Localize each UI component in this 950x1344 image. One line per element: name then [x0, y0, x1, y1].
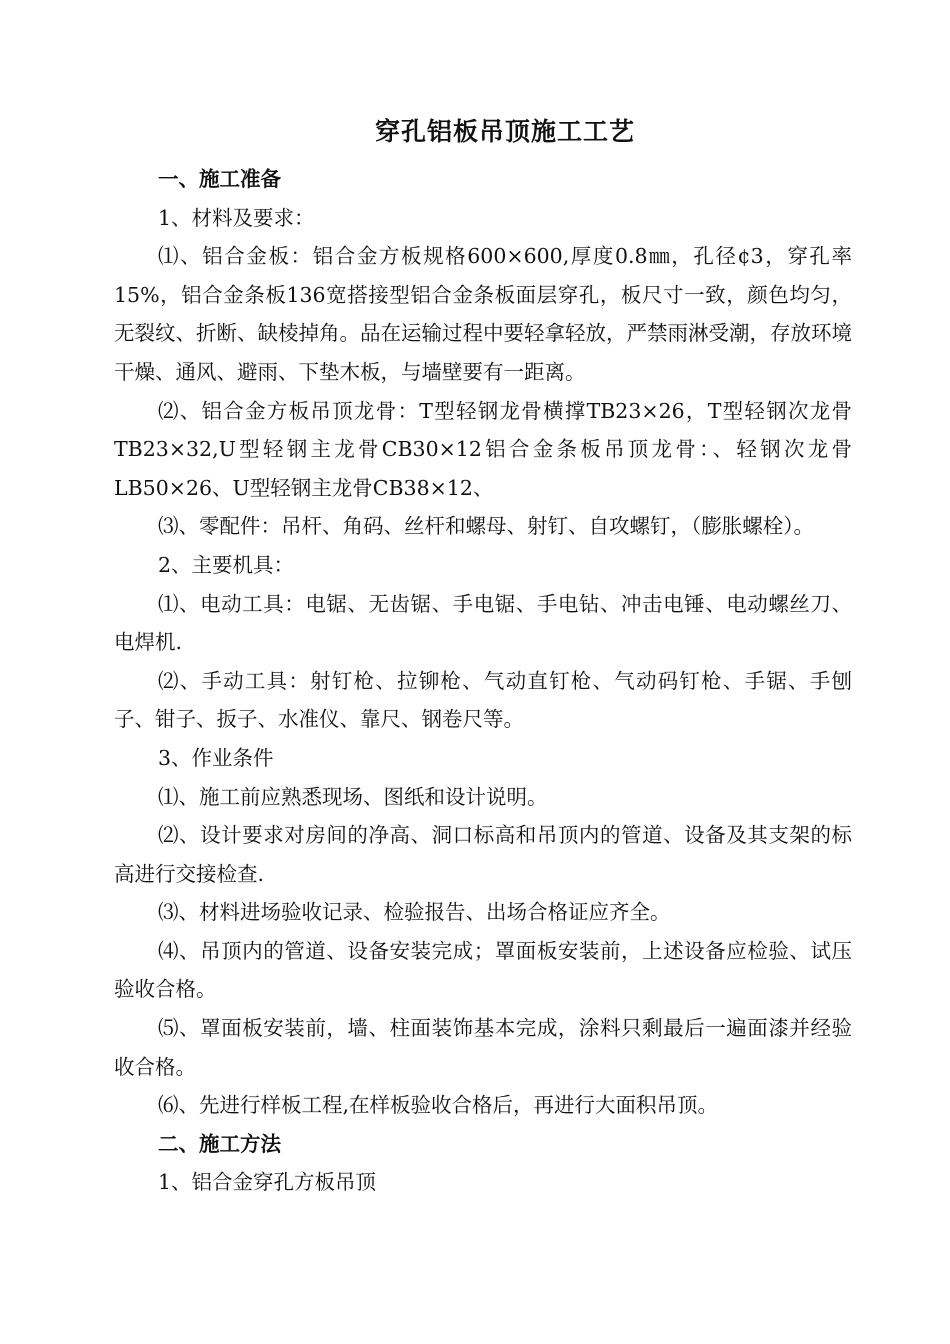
document-title: 穿孔铝板吊顶施工工艺	[374, 117, 635, 146]
paragraph-condition-5: ⑸、罩面板安装前，墙、柱面装饰基本完成，涂料只剩最后一遍面漆并经验收合格。	[114, 1016, 852, 1079]
paragraph-condition-3: ⑶、材料进场验收记录、检验报告、出场合格证应齐全。	[158, 900, 671, 925]
paragraph-tools-title: 2、主要机具：	[158, 552, 295, 577]
paragraph-method-1: 1、铝合金穿孔方板吊顶	[158, 1170, 377, 1195]
paragraph-manual-tools: ⑵、手动工具：射钉枪、拉铆枪、气动直钉枪、气动码钉枪、手锯、手刨子、钳子、扳子、水准仪、靠尺、钢卷尺等。	[114, 668, 852, 732]
document-body	[114, 160, 852, 1202]
paragraph-condition-1: ⑴、施工前应熟悉现场、图纸和设计说明。	[158, 784, 548, 809]
paragraph-electric-tools: ⑴、电动工具：电锯、无齿锯、手电锯、手电钻、冲击电锤、电动螺丝刀、电焊机.	[114, 591, 852, 655]
paragraph-condition-6: ⑹、先进行样板工程,在样板验收合格后，再进行大面积吊顶。	[158, 1093, 719, 1118]
section-heading-preparation: 一、施工准备	[158, 167, 281, 191]
paragraph-materials-title: 1、材料及要求：	[158, 205, 315, 230]
paragraph-condition-4: ⑷、吊顶内的管道、设备安装完成；罩面板安装前，上述设备应检验、试压验收合格。	[114, 938, 852, 1002]
paragraph-ceiling-keel: ⑵、铝合金方板吊顶龙骨：T型轻钢龙骨横撑TB23×26，T型轻钢次龙骨TB23×32,U型轻钢主龙骨CB30×12铝合金条板吊顶龙骨：、轻钢次龙骨LB50×26、U型轻钢主龙骨CB38×12、	[114, 398, 852, 500]
paragraph-accessories: ⑶、零配件：吊杆、角码、丝杆和螺母、射钉、自攻螺钉，（膨胀螺栓）。	[158, 514, 814, 539]
paragraph-aluminum-panel: ⑴、铝合金板：铝合金方板规格600×600,厚度0.8㎜，孔径¢3，穿孔率15%，铝合金条板136宽搭接型铝合金条板面层穿孔，板尺寸一致，颜色均匀，无裂纹、折断、缺棱掉角。品在运输过程中要轻拿轻放，严禁雨淋受潮，存放环境干燥、通风、避雨、下垫木板，与墙壁要有一距离。	[114, 244, 852, 384]
paragraph-condition-2: ⑵、设计要求对房间的净高、洞口标高和吊顶内的管道、设备及其支架的标高进行交接检查.	[114, 823, 852, 886]
section-heading-method: 二、施工方法	[158, 1131, 281, 1156]
paragraph-conditions-title: 3、作业条件	[158, 745, 274, 770]
